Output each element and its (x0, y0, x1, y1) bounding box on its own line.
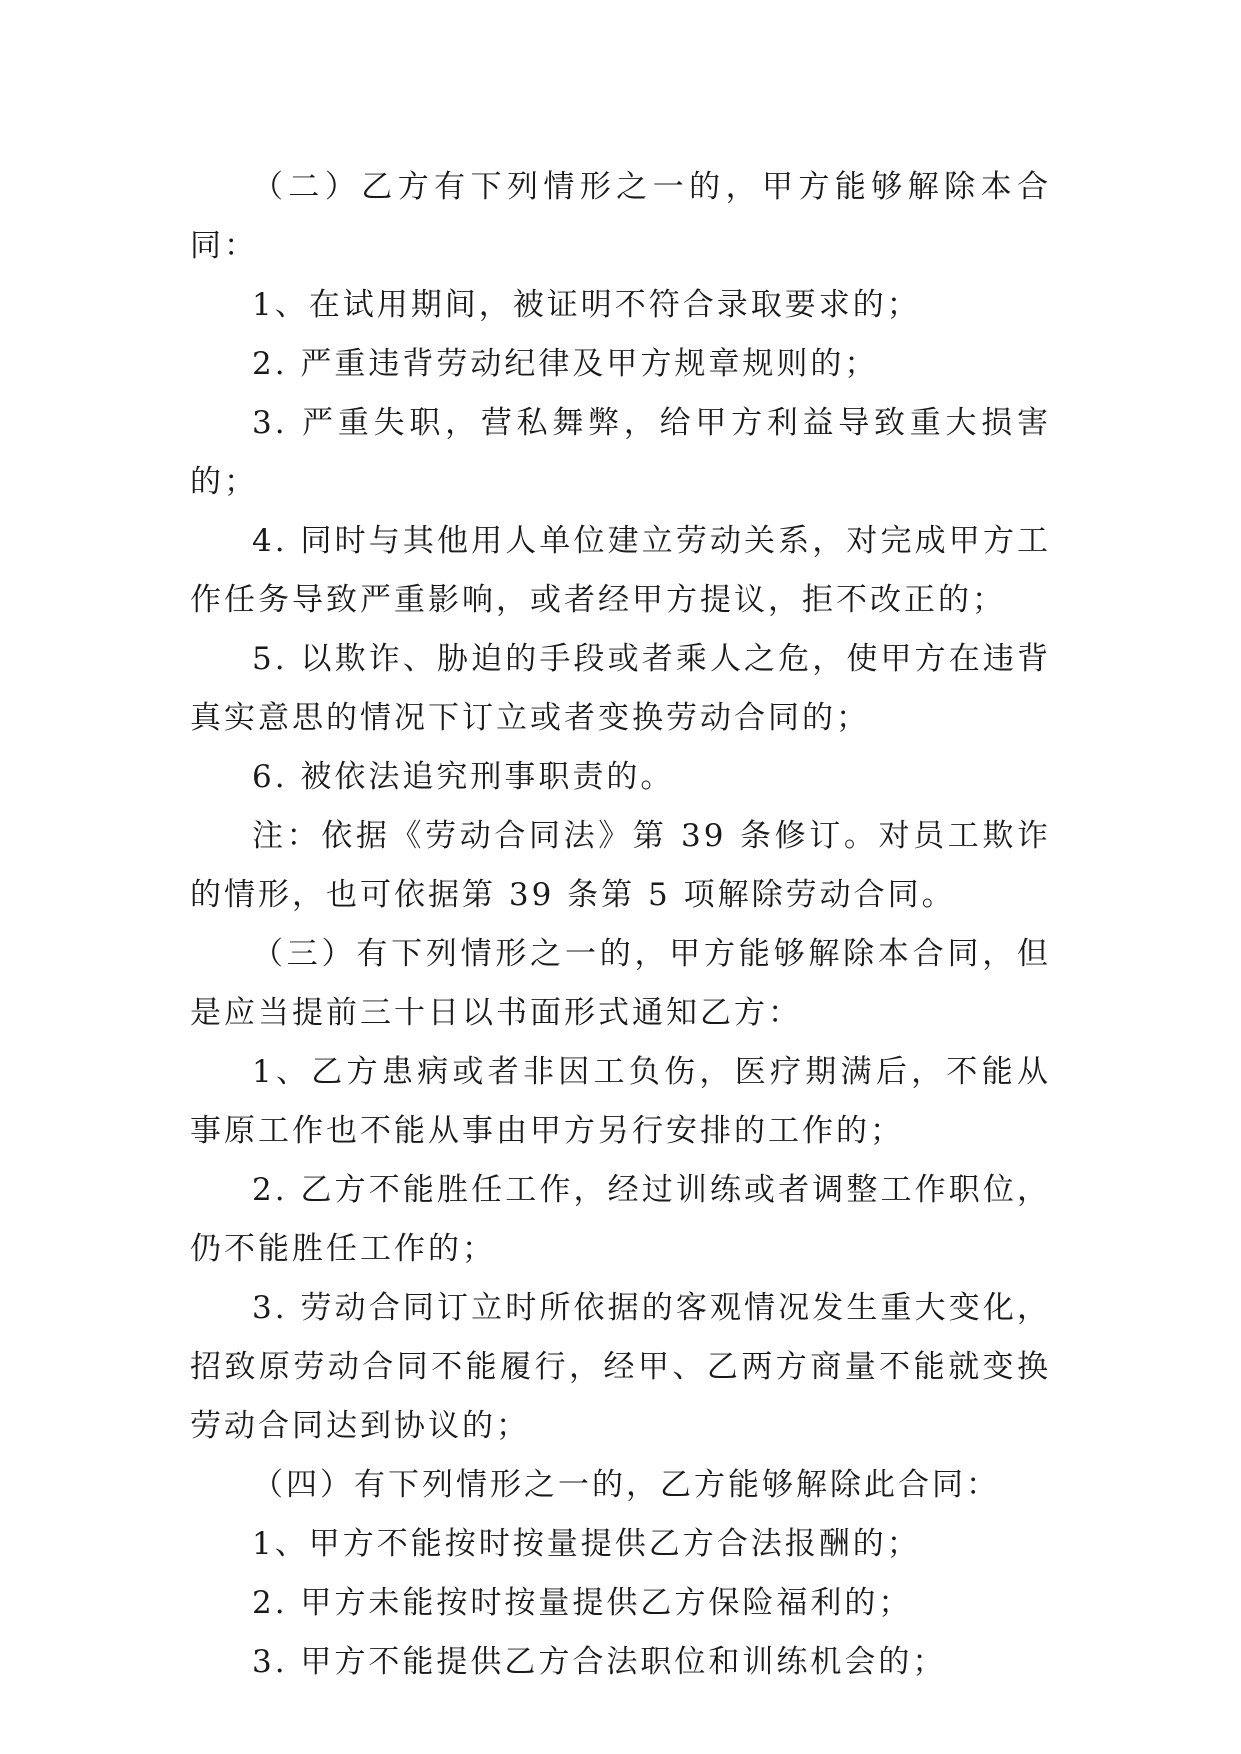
paragraph-note: 注：依据《劳动合同法》第 39 条修订。对员工欺诈的情形，也可依据第 39 条第 5 项解除劳动合同。 (190, 818, 1051, 913)
document-body (190, 158, 1051, 1692)
paragraph-section-4-heading: （四）有下列情形之一的，乙方能够解除此合同： (252, 1467, 1000, 1503)
paragraph-item: 3. 劳动合同订立时所依据的客观情况发生重大变化，招致原劳动合同不能履行，经甲、乙两方商量不能就变换劳动合同达到协议的； (190, 1290, 1051, 1444)
paragraph-item: 6. 被依法追究刑事职责的。 (252, 759, 675, 795)
paragraph-item: 1、乙方患病或者非因工负伤，医疗期满后，不能从事原工作也不能从事由甲方另行安排的工作的； (190, 1054, 1051, 1149)
paragraph-item: 2. 乙方不能胜任工作，经过训练或者调整工作职位，仍不能胜任工作的； (190, 1172, 1051, 1267)
paragraph-section-3-heading: （三）有下列情形之一的，甲方能够解除本合同，但是应当提前三十日以书面形式通知乙方： (190, 936, 1051, 1031)
paragraph-item: 3. 甲方不能提供乙方合法职位和训练机会的； (252, 1644, 947, 1680)
paragraph-item: 4. 同时与其他用人单位建立劳动关系，对完成甲方工作任务导致严重影响，或者经甲方提议，拒不改正的； (190, 523, 1051, 618)
paragraph-item: 2. 甲方未能按时按量提供乙方保险福利的； (252, 1585, 913, 1621)
paragraph-section-2-heading: （二）乙方有下列情形之一的，甲方能够解除本合同： (190, 169, 1051, 264)
paragraph-item: 5. 以欺诈、胁迫的手段或者乘人之危，使甲方在违背真实意思的情况下订立或者变换劳动合同的； (190, 641, 1051, 736)
paragraph-item: 3. 严重失职，营私舞弊，给甲方利益导致重大损害的； (190, 405, 1051, 500)
paragraph-item: 1、甲方不能按时按量提供乙方合法报酬的； (252, 1526, 921, 1562)
paragraph-item: 1、在试用期间，被证明不符合录取要求的； (252, 287, 921, 323)
paragraph-item: 2. 严重违背劳动纪律及甲方规章规则的； (252, 346, 879, 382)
